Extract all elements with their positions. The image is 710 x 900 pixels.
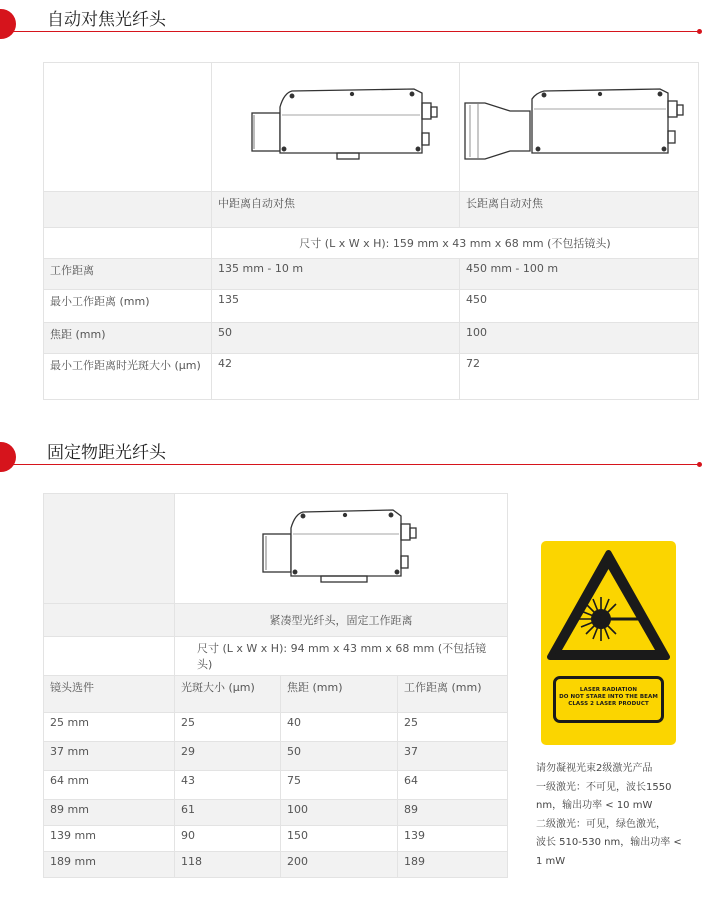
laser-warning-label: LASER RADIATION DO NOT STARE INTO THE BEAM CLASS 2 LASER PRODUCT	[553, 676, 664, 723]
table-cell: 40	[281, 713, 398, 742]
section-divider	[0, 464, 700, 465]
laser-warning-note: 请勿凝视光束2级激光产品 一级激光：不可见，波长1550 nm，输出功率 < 10 mW 二级激光：可见，绿色激光， 波长 510-530 nm，输出功率 < 1 mW	[536, 763, 682, 867]
column-header: 光斑大小 (μm)	[175, 676, 281, 713]
section-marker-icon	[0, 9, 16, 39]
section-title: 固定物距光纤头	[47, 443, 166, 463]
table-cell: 200	[281, 852, 398, 878]
table-cell: 29	[175, 742, 281, 771]
table-cell: 100	[460, 323, 699, 354]
table-cell: 75	[281, 771, 398, 800]
table-cell: 25	[398, 713, 508, 742]
table-cell: 189 mm	[44, 852, 175, 878]
section-header-fixed-focus	[0, 434, 700, 464]
table-cell: 90	[175, 826, 281, 852]
table-cell: 37 mm	[44, 742, 175, 771]
table-cell: 61	[175, 800, 281, 826]
table-cell: 150	[281, 826, 398, 852]
dimensions-text: 尺寸 (L x W x H): 94 mm x 43 mm x 68 mm (不包括镜头)	[175, 637, 508, 676]
table-cell: 139	[398, 826, 508, 852]
table-cell: 64 mm	[44, 771, 175, 800]
row-label: 最小工作距离 (mm)	[44, 290, 212, 323]
column-header: 焦距 (mm)	[281, 676, 398, 713]
table-cell: 189	[398, 852, 508, 878]
dimensions-text: 尺寸 (L x W x H): 159 mm x 43 mm x 68 mm (不包括镜头)	[212, 228, 699, 259]
column-header: 镜头选件	[44, 676, 175, 713]
autofocus-spec-table	[43, 62, 699, 400]
table-cell: 50	[212, 323, 460, 354]
row-label: 工作距离	[44, 259, 212, 290]
laser-warning-sign	[541, 541, 676, 745]
row-label: 最小工作距离时光斑大小 (μm)	[44, 354, 212, 400]
table-cell: 89	[398, 800, 508, 826]
compact-head-image	[175, 494, 508, 604]
table-cell: 450	[460, 290, 699, 323]
table-cell: 135 mm - 10 m	[212, 259, 460, 290]
section-header-autofocus	[0, 1, 700, 31]
table-cell: 37	[398, 742, 508, 771]
table-cell: 139 mm	[44, 826, 175, 852]
column-header: 长距离自动对焦	[460, 192, 699, 228]
product-name: 紧凑型光纤头，固定工作距离	[175, 604, 508, 637]
table-cell: 100	[281, 800, 398, 826]
table-cell: 25	[175, 713, 281, 742]
column-header: 工作距离 (mm)	[398, 676, 508, 713]
table-cell: 450 mm - 100 m	[460, 259, 699, 290]
table-cell: 118	[175, 852, 281, 878]
table-cell: 50	[281, 742, 398, 771]
section-marker-icon	[0, 442, 16, 472]
table-cell: 89 mm	[44, 800, 175, 826]
long-autofocus-head-image	[460, 63, 699, 192]
column-header: 中距离自动对焦	[212, 192, 460, 228]
table-cell: 72	[460, 354, 699, 400]
table-cell: 135	[212, 290, 460, 323]
section-title: 自动对焦光纤头	[47, 10, 166, 30]
section-divider	[0, 31, 700, 32]
row-label: 焦距 (mm)	[44, 323, 212, 354]
fixed-focus-spec-table	[43, 493, 508, 878]
table-cell: 42	[212, 354, 460, 400]
table-cell: 25 mm	[44, 713, 175, 742]
medium-autofocus-head-image	[212, 63, 460, 192]
table-cell: 64	[398, 771, 508, 800]
table-cell: 43	[175, 771, 281, 800]
